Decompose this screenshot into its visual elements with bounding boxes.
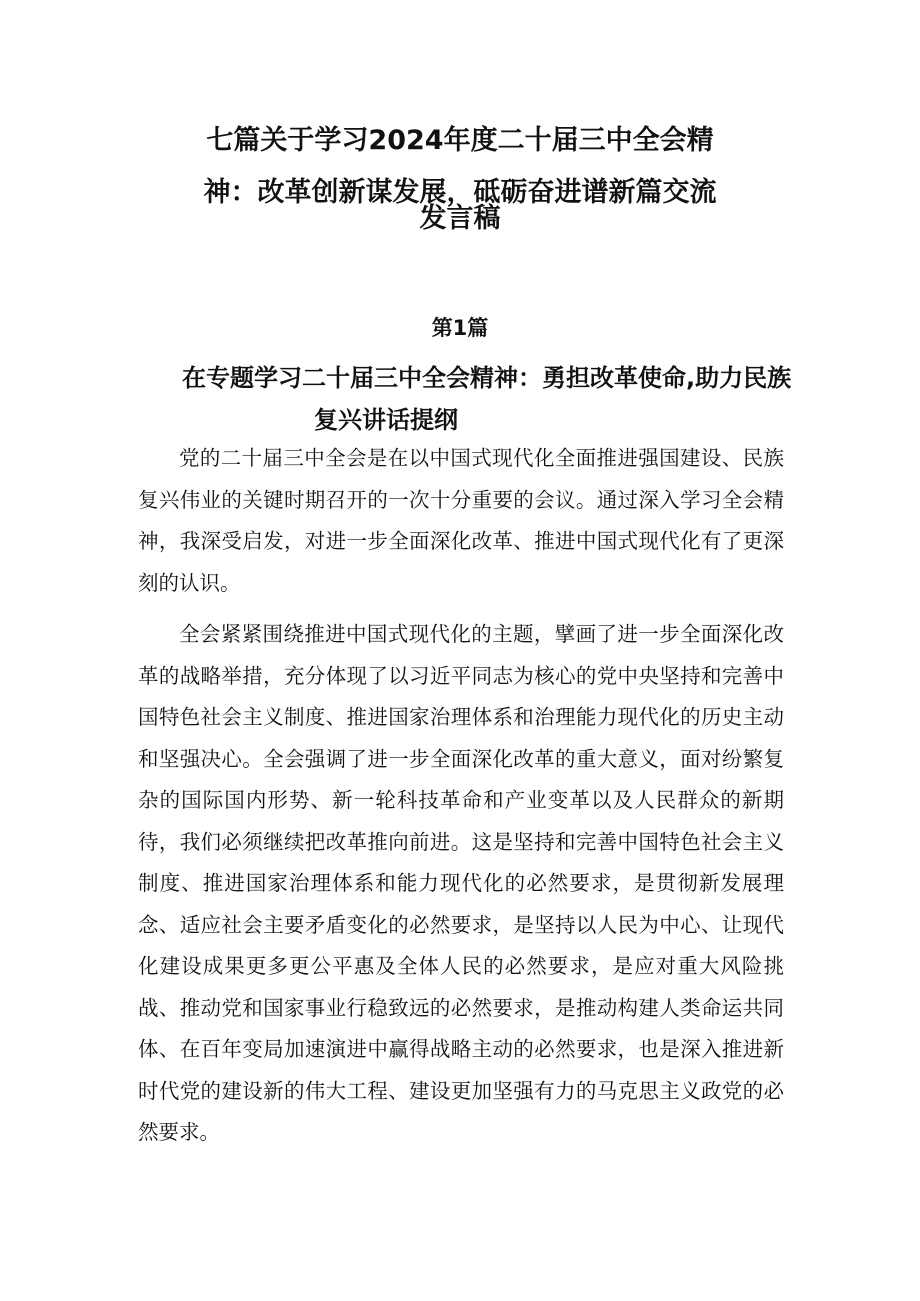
- document-title-line-1: 七篇关于学习2024年度二十届三中全会精: [206, 125, 714, 156]
- body-paragraph-2: 全会紧紧围绕推进中国式现代化的主题，擘画了进一步全面深化改革的战略举措，充分体现了以习近平同志为核心的党中央坚持和完善中国特色社会主义制度、推进国家治理体系和治理能力现代化的历史主动和坚强决心。全会强调了进一步全面深化改革的重大意义，面对纷繁复杂的国际国内形势、新一轮科技革命和产业变革以及人民群众的新期待，我们必须继续把改革推向前进。这是坚持和完善中国特色社会主义制度、推进国家治理体系和能力现代化的必然要求，是贯彻新发展理念、适应社会主要矛盾变化的必然要求，是坚持以人民为中心、让现代化建设成果更多更公平惠及全体人民的必然要求，是应对重大风险挑战、推动党和国家事业行稳致远的必然要求，是推动构建人类命运共同体、在百年变局加速演进中赢得战略主动的必然要求，也是深入推进新时代党的建设新的伟大工程、建设更加坚强有力的马克思主义政党的必然要求。: [138, 622, 784, 1144]
- document-title-line-2: 神：改革创新谋发展，砥砺奋进谱新篇交流: [203, 177, 717, 208]
- section-number: 第1篇: [431, 316, 489, 340]
- body-paragraph-1: 党的二十届三中全会是在以中国式现代化全面推进强国建设、民族复兴伟业的关键时期召开的一次十分重要的会议。通过深入学习全会精神，我深受启发，对进一步全面深化改革、推进中国式现代化有了更深刻的认识。: [138, 446, 784, 595]
- section-subtitle-line-1: 在专题学习二十届三中全会精神：勇担改革使命,助力民族: [182, 364, 792, 392]
- section-subtitle-line-2: 复兴讲话提纲: [314, 406, 458, 434]
- document-title-line-3: 发言稿: [419, 203, 501, 234]
